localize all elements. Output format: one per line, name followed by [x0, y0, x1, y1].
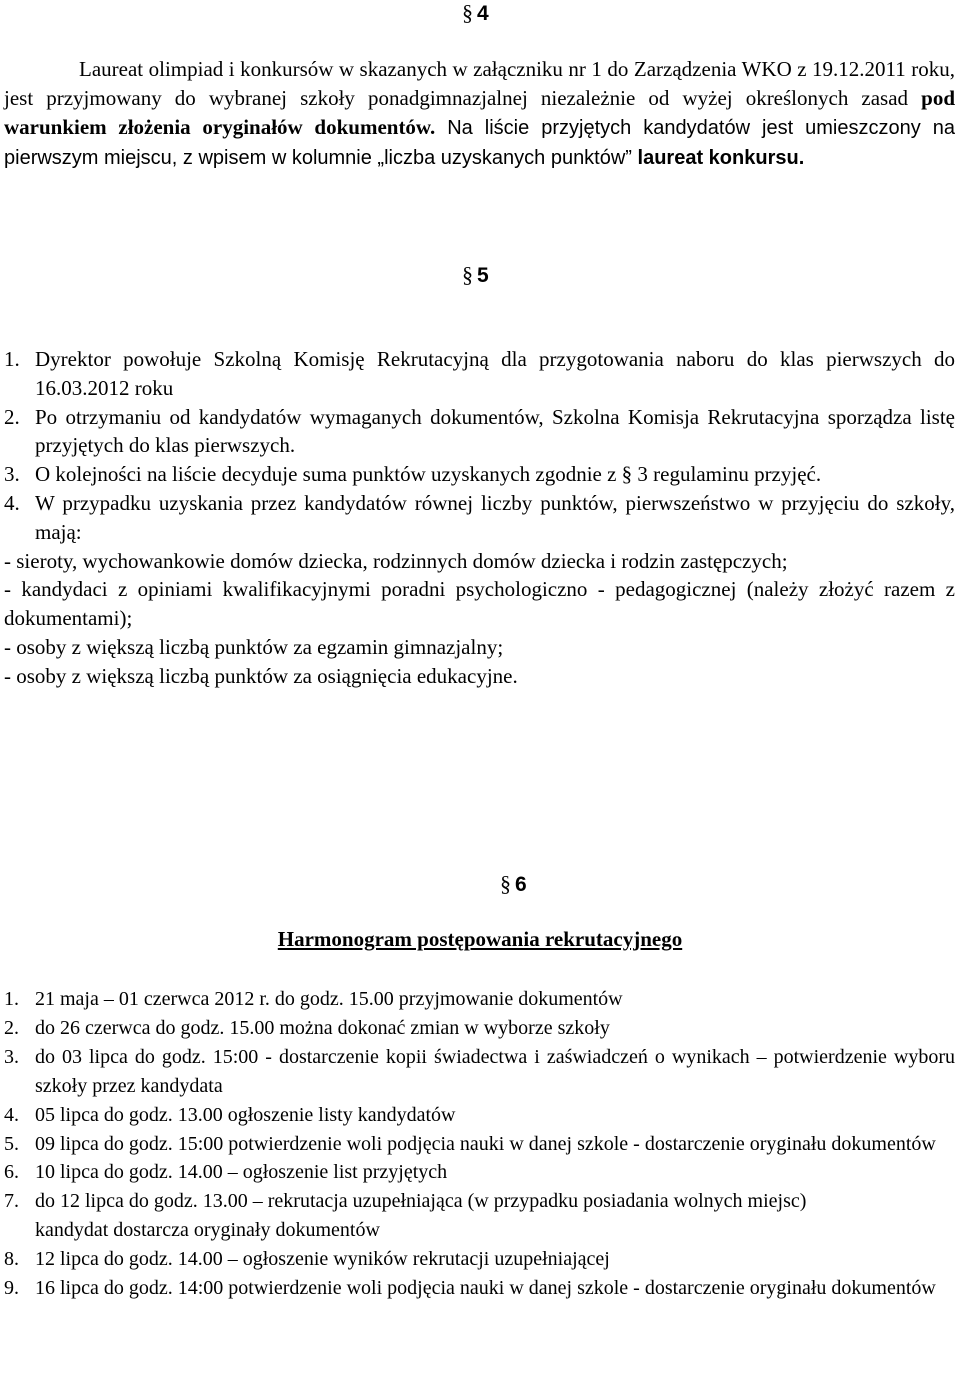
schedule-item: [4, 1187, 955, 1216]
schedule-title: Harmonogram postępowania rekrutacyjnego: [277, 927, 683, 951]
item-number: 1.: [4, 988, 19, 1010]
item-number: 2.: [4, 404, 20, 429]
section-4-heading: [462, 2, 489, 24]
item-number: 4.: [4, 1103, 19, 1126]
schedule-item: [4, 1130, 955, 1159]
schedule-item: [4, 1043, 955, 1101]
list-item: [4, 403, 955, 461]
priority-item: - kandydaci z opiniami kwalifikacyjnymi poradni psychologiczno - pedagogicznej (należy złożyć razem z dokumentami);: [4, 577, 955, 631]
item-text: do 26 czerwca do godz. 15.00 można dokonać zmian w wyborze szkoły: [35, 1016, 610, 1039]
section-symbol: §: [462, 0, 473, 25]
schedule-item: [4, 1101, 955, 1130]
list-item: [4, 460, 955, 489]
section-5-list: [4, 345, 955, 691]
item-number: 9.: [4, 1277, 19, 1300]
section-symbol: §: [462, 262, 473, 287]
section-number: 6: [515, 873, 527, 896]
list-item: [4, 489, 955, 547]
item-text: 21 maja – 01 czerwca 2012 r. do godz. 15.00 przyjmowanie dokumentów: [35, 988, 623, 1010]
item-text: 05 lipca do godz. 13.00 ogłoszenie listy kandydatów: [35, 1103, 456, 1126]
section-4-text-a: Laureat olimpiad i konkursów w skazanych w załączniku nr 1 do Zarządzenia WKO z 19.12.2011 roku, jest przyjmowany do wybranej szkoły ponadgimnazjalnej niezależnie od wyżej określonych zasad: [4, 57, 955, 110]
item-text: 12 lipca do godz. 14.00 – ogłoszenie wyników rekrutacji uzupełniającej: [35, 1248, 610, 1271]
item-number: 2.: [4, 1016, 19, 1039]
item-text: do 12 lipca do godz. 13.00 – rekrutacja uzupełniająca (w przypadku posiadania wolnych miejsc): [35, 1190, 807, 1213]
item-number: [4, 1216, 35, 1245]
schedule-item: [4, 1216, 955, 1245]
item-text: kandydat dostarcza oryginały dokumentów: [35, 1219, 380, 1242]
section-6-heading: [500, 873, 527, 895]
section-5-heading: [462, 264, 489, 286]
list-item: [4, 345, 955, 403]
section-4-bold-laureate: laureat konkursu.: [637, 147, 805, 169]
item-number: 5.: [4, 1132, 19, 1155]
section-number: 5: [477, 264, 489, 287]
item-text: W przypadku uzyskania przez kandydatów równej liczby punktów, pierwszeństwo w przyjęciu do szkoły, mają:: [35, 490, 955, 544]
item-number: 8.: [4, 1248, 19, 1271]
schedule-item: [4, 1158, 955, 1187]
priority-item: - sieroty, wychowankowie domów dziecka, rodzinnych domów dziecka i rodzin zastępczych;: [4, 548, 788, 573]
priority-item: - osoby z większą liczbą punktów za egzamin gimnazjalny;: [4, 634, 504, 659]
section-4-bold-condition: pod warunkiem złożenia oryginałów dokumentów.: [4, 86, 955, 139]
section-4-paragraph: [4, 55, 955, 173]
item-text: 09 lipca do godz. 15:00 potwierdzenie woli podjęcia nauki w danej szkole - dostarczenie oryginału dokumentów: [35, 1132, 936, 1155]
section-number: 4: [477, 2, 489, 25]
item-text: 16 lipca do godz. 14:00 potwierdzenie woli podjęcia nauki w danej szkole - dostarczenie oryginału dokumentów: [35, 1277, 936, 1300]
item-number: 4.: [4, 490, 20, 515]
section-4-text-start: [4, 55, 955, 173]
item-number: 6.: [4, 1161, 19, 1184]
item-number: 3.: [4, 462, 20, 487]
schedule-item: [4, 1274, 955, 1303]
item-number: 3.: [4, 1045, 19, 1068]
item-text: O kolejności na liście decyduje suma punktów uzyskanych zgodnie z § 3 regulaminu przyjęć.: [35, 462, 822, 487]
schedule-item: [4, 1245, 955, 1274]
priority-item: - osoby z większą liczbą punktów za osiągnięcia edukacyjne.: [4, 663, 518, 688]
section-symbol: §: [500, 871, 511, 896]
item-text: Dyrektor powołuje Szkolną Komisję Rekrutacyjną dla przygotowania naboru do klas pierwszych do 16.03.2012 roku: [35, 347, 955, 400]
item-number: 7.: [4, 1190, 19, 1213]
item-text: Po otrzymaniu od kandydatów wymaganych dokumentów, Szkolna Komisja Rekrutacyjna sporządza listę przyjętych do klas pierwszych.: [35, 404, 955, 458]
item-text: do 03 lipca do godz. 15:00 - dostarczenie kopii świadectwa i zaświadczeń o wynikach – potwierdzenie wyboru szkoły przez kandydata: [35, 1045, 955, 1097]
item-text: 10 lipca do godz. 14.00 – ogłoszenie list przyjętych: [35, 1161, 448, 1184]
item-number: 1.: [4, 347, 20, 371]
schedule-item: [4, 985, 955, 1014]
schedule-item: [4, 1014, 955, 1043]
section-4-text-b: Na liście przyjętych kandydatów jest umieszczony na pierwszym miejscu, z wpisem w kolumnie „liczba uzyskanych punktów”: [4, 117, 955, 169]
schedule-list: [4, 985, 955, 1303]
